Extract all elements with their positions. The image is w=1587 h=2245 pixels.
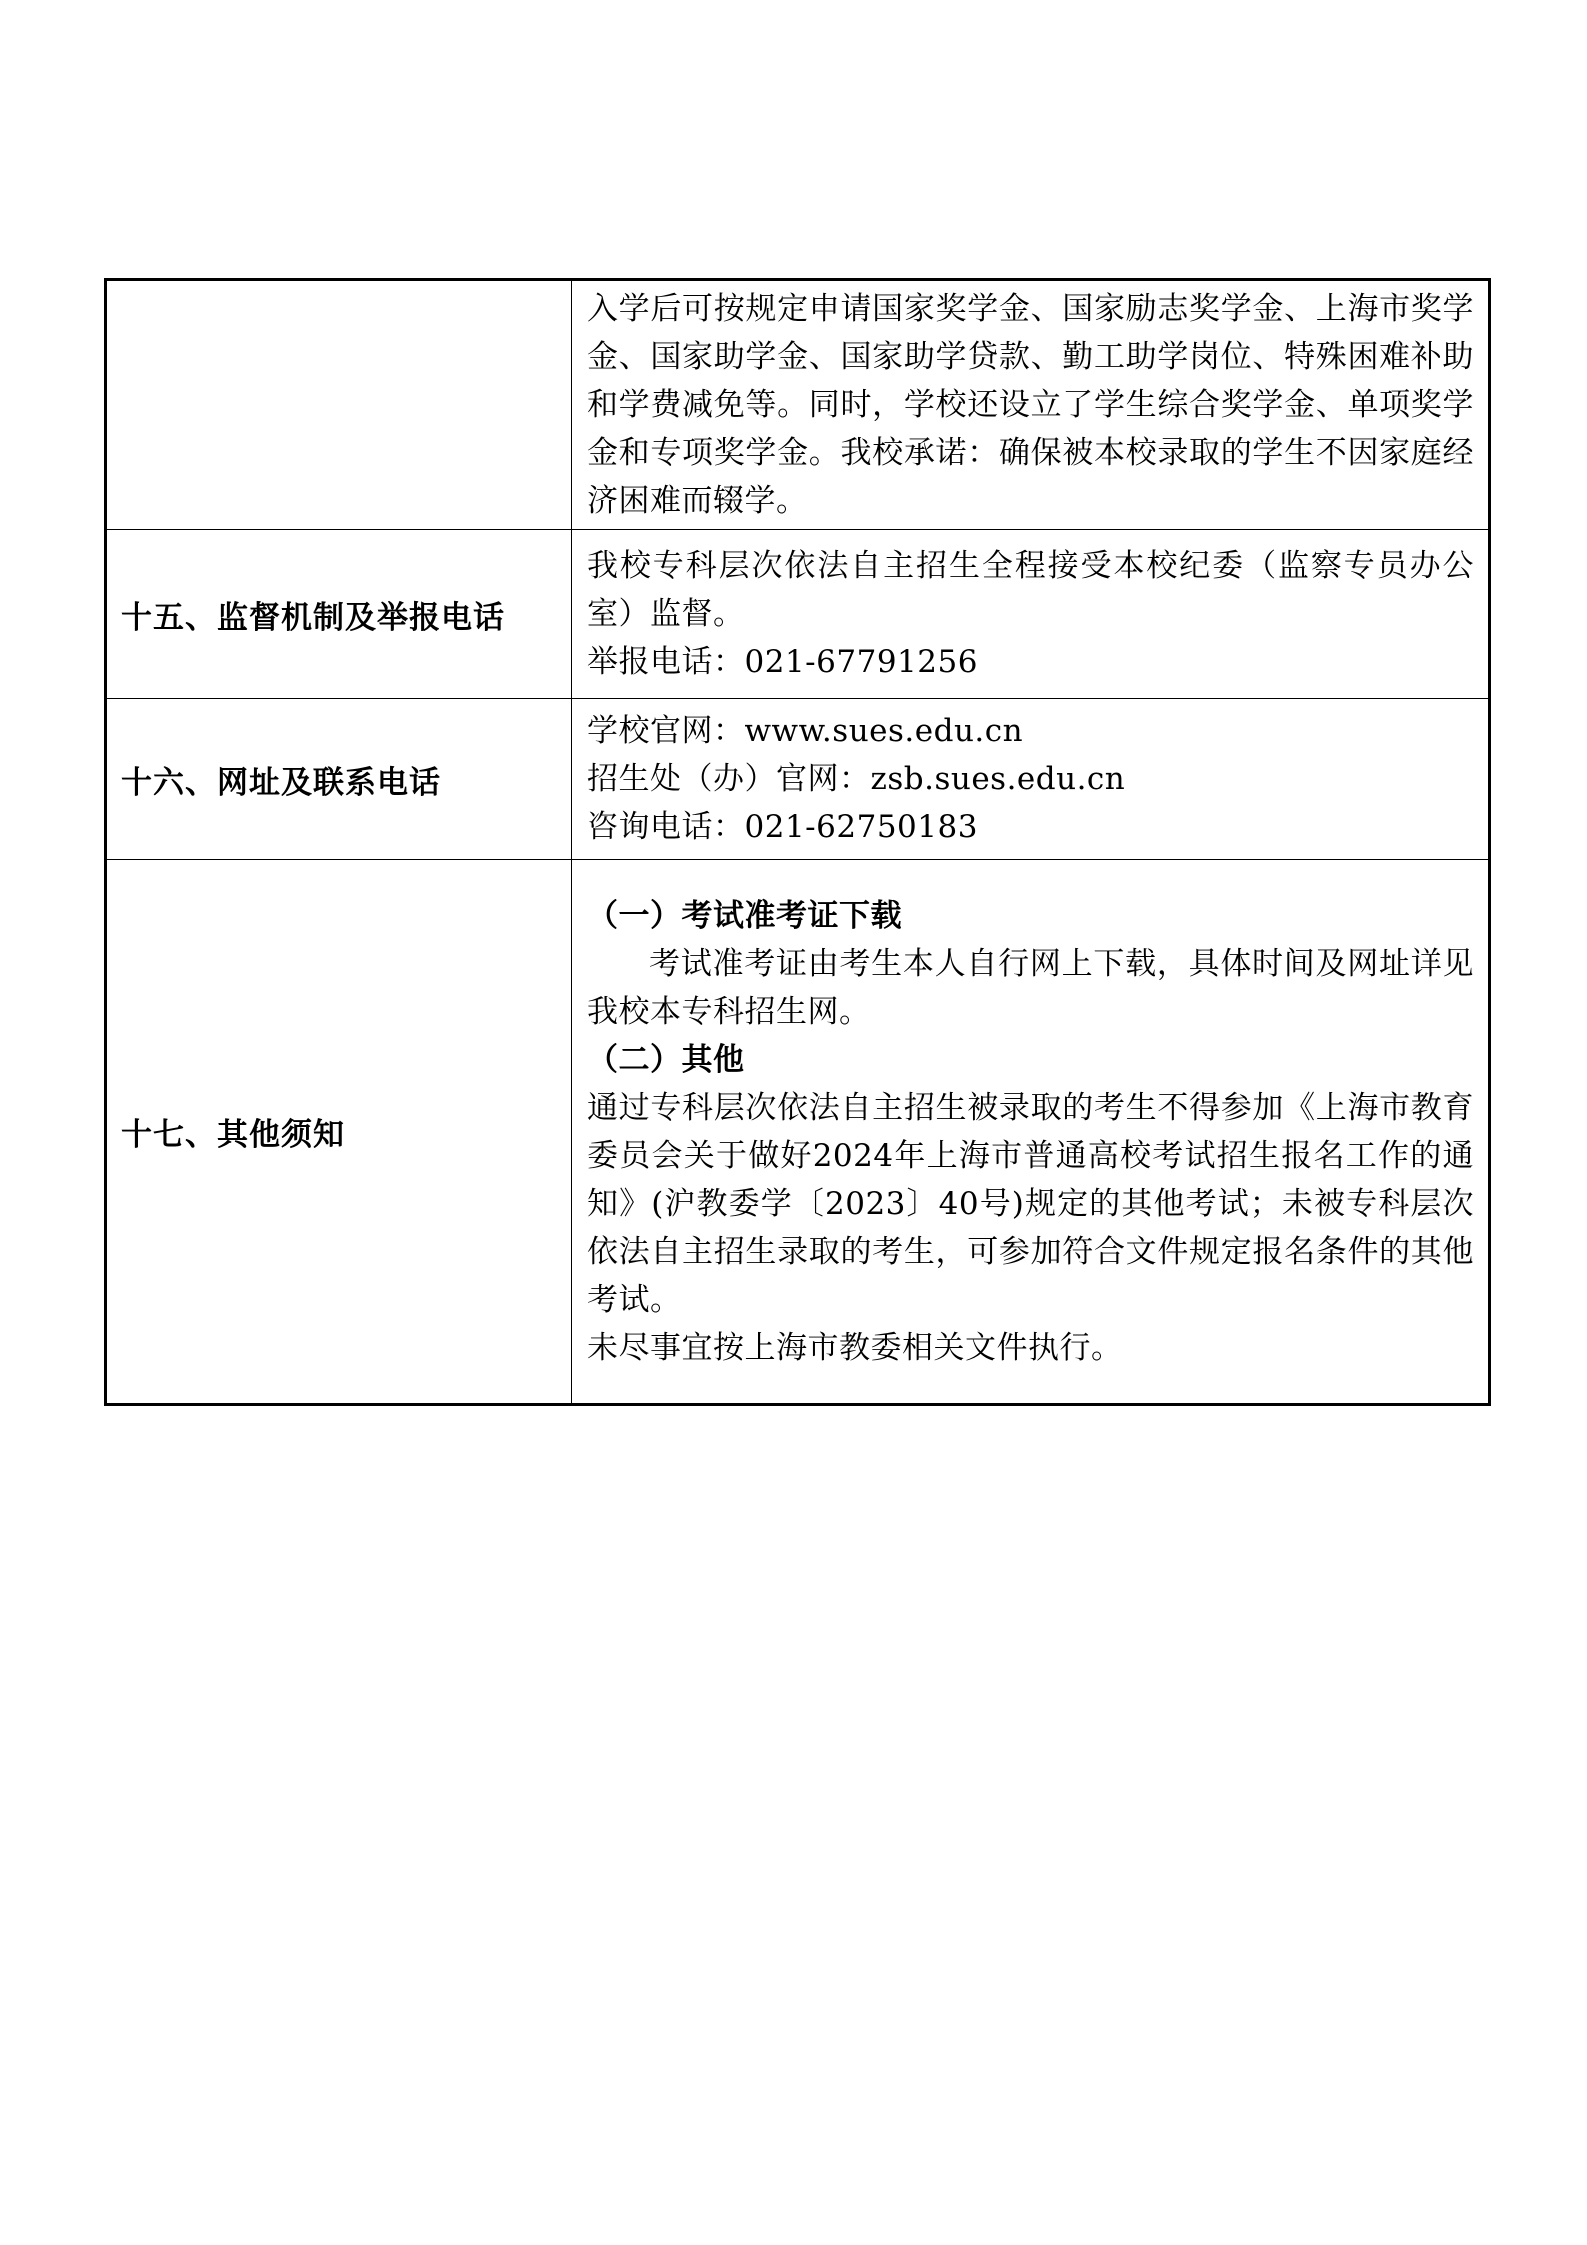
- closing-text: 未尽事宜按上海市教委相关文件执行。: [587, 1329, 1123, 1366]
- info-table: [104, 278, 1491, 1406]
- admissions-website: 招生处（办）官网：zsb.sues.edu.cn: [587, 761, 1126, 797]
- report-phone: 举报电话：021-67791256: [587, 644, 978, 680]
- row-content: [572, 280, 1490, 530]
- admission-ticket-heading: （一）考试准考证下载: [587, 897, 902, 934]
- consult-phone: 咨询电话：021-62750183: [587, 809, 978, 845]
- scholarship-text: 入学后可按规定申请国家奖学金、国家励志奖学金、上海市奖学金、国家助学金、国家助学贷款、勤工助学岗位、特殊困难补助和学费减免等。同时，学校还设立了学生综合奖学金、单项奖学金和专项奖学金。我校承诺：确保被本校录取的学生不因家庭经济困难而辍学。: [587, 291, 1474, 519]
- table-row-notes: [106, 860, 1490, 1405]
- table-row-contact: [106, 699, 1490, 860]
- row-content-contact: [572, 699, 1490, 860]
- admission-ticket-text: 考试准考证由考生本人自行网上下载，具体时间及网址详见我校本专科招生网。: [587, 945, 1474, 1030]
- supervision-text: 我校专科层次依法自主招生全程接受本校纪委（监察专员办公室）监督。: [587, 548, 1474, 632]
- row-label-supervision: 十五、监督机制及举报电话: [106, 530, 572, 699]
- table-row-scholarship: [106, 280, 1490, 530]
- row-label: [106, 280, 572, 530]
- row-label-notes: 十七、其他须知: [106, 860, 572, 1405]
- other-text: 通过专科层次依法自主招生被录取的考生不得参加《上海市教育委员会关于做好2024年上海市普通高校考试招生报名工作的通知》(沪教委学〔2023〕40号)规定的其他考试；未被专科层次依法自主招生录取的考生，可参加符合文件规定报名条件的其他考试。: [587, 1089, 1474, 1318]
- table-row-supervision: [106, 530, 1490, 699]
- row-content-notes: [572, 860, 1490, 1405]
- school-website: 学校官网：www.sues.edu.cn: [587, 713, 1024, 749]
- row-content-supervision: [572, 530, 1490, 699]
- row-label-contact: 十六、网址及联系电话: [106, 699, 572, 860]
- other-heading: （二）其他: [587, 1041, 745, 1078]
